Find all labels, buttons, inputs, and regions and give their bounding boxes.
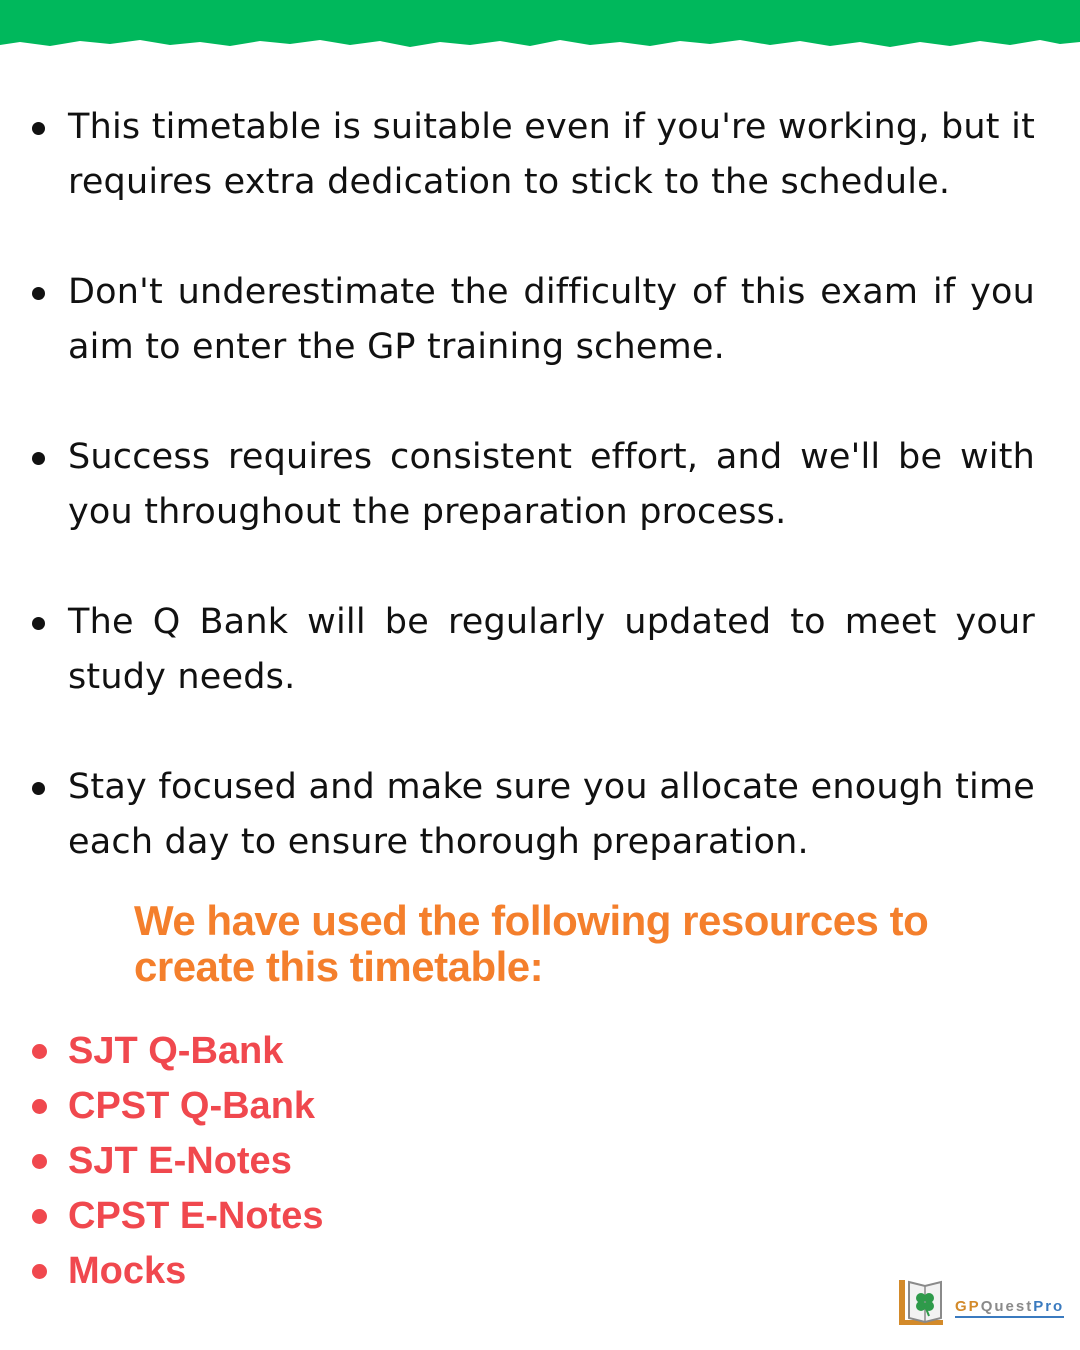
bullet-icon [32, 1044, 47, 1059]
tip-item [30, 595, 1035, 705]
tip-item [30, 760, 1035, 870]
resources-list [30, 1024, 323, 1299]
gpquestpro-logo [895, 1274, 1075, 1329]
bullet-icon [32, 1209, 47, 1224]
tip-text: The Q Bank will be regularly updated to meet your study needs. [68, 602, 1035, 697]
resource-label: CPST E-Notes [68, 1195, 324, 1237]
tip-item [30, 100, 1035, 210]
book-clover-icon [895, 1274, 953, 1329]
resource-label: SJT Q-Bank [68, 1030, 284, 1072]
resource-item [30, 1024, 323, 1079]
bullet-icon [32, 617, 45, 630]
bullet-icon [32, 452, 45, 465]
resource-label: CPST Q-Bank [68, 1085, 316, 1127]
resource-label: SJT E-Notes [68, 1140, 292, 1182]
resource-label: Mocks [68, 1250, 187, 1292]
tips-list [30, 100, 1035, 925]
top-torn-banner [0, 0, 1080, 60]
bullet-icon [32, 1099, 47, 1114]
logo-wordmark: GPQuestPro [955, 1298, 1064, 1318]
resource-item [30, 1134, 323, 1189]
resource-item [30, 1189, 323, 1244]
resource-item [30, 1244, 323, 1299]
tip-text: Don't underestimate the difficulty of this exam if you aim to enter the GP training scheme. [68, 272, 1035, 367]
bullet-icon [32, 122, 45, 135]
tip-text: Stay focused and make sure you allocate enough time each day to ensure thorough preparation. [68, 767, 1035, 862]
tip-text: This timetable is suitable even if you're working, but it requires extra dedication to stick to the schedule. [68, 107, 1035, 202]
bullet-icon [32, 782, 45, 795]
bullet-icon [32, 1154, 47, 1169]
bullet-icon [32, 1264, 47, 1279]
resources-heading: We have used the following resources to create this timetable: [134, 897, 929, 990]
tip-text: Success requires consistent effort, and we'll be with you throughout the preparation process. [68, 437, 1035, 532]
tip-item [30, 265, 1035, 375]
bullet-icon [32, 287, 45, 300]
tip-item [30, 430, 1035, 540]
resource-item [30, 1079, 323, 1134]
